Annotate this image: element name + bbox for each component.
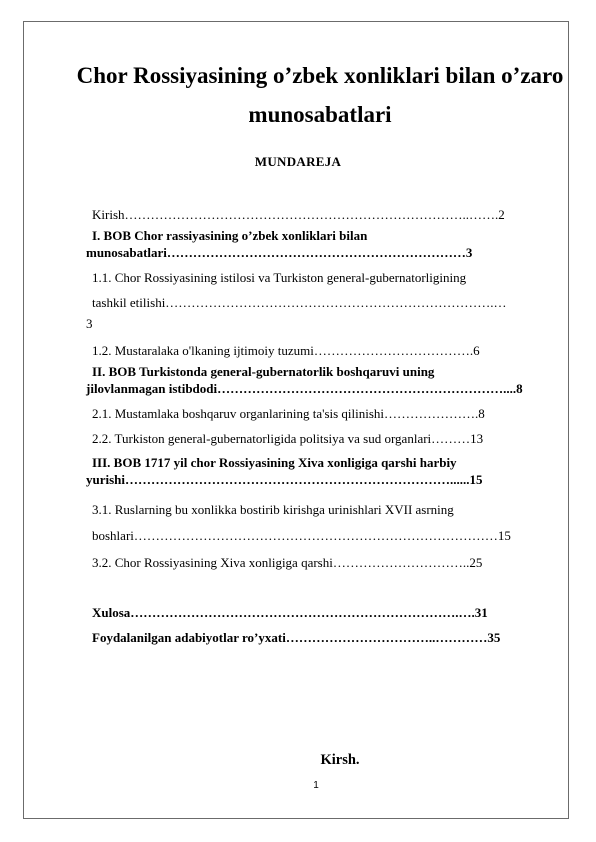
page-number: 1 (313, 780, 319, 791)
toc-conclusion: Xulosa………………………………………………………………….….31 (92, 605, 488, 620)
toc-chapter-3-line-2: yurishi…………………………………………………………………......15 (86, 472, 483, 487)
toc-section-1-1-line-2: tashkil etilishi………………………………………………………………….… (92, 295, 507, 310)
toc-section-1-2: 1.2. Mustaralaka o'lkaning ijtimoiy tuzumi……………………………….6 (92, 343, 480, 358)
toc-heading: MUNDAREJA (254, 154, 342, 169)
toc-section-3-2: 3.2. Chor Rossiyasining Xiva xonligiga qarshi…………………………..25 (92, 555, 483, 570)
toc-section-3-1-line-2: boshlari…………………………………………………………………………15 (92, 528, 511, 543)
toc-section-1-1-line-1: 1.1. Chor Rossiyasining istilosi va Turkiston general-gubernatorligining (92, 270, 467, 285)
toc-chapter-1-line-1: I. BOB Chor rassiyasining o’zbek xonliklari bilan (92, 228, 368, 243)
toc-chapter-2-line-1: II. BOB Turkistonda general-gubernatorlik boshqaruvi uning (92, 364, 435, 379)
toc-section-1-1-page: 3 (86, 316, 93, 331)
title-line-2: munosabatlari (248, 102, 392, 127)
section-title-kirish: Kirsh. (320, 752, 360, 768)
toc-section-3-1-line-1: 3.1. Ruslarning bu xonlikka bostirib kirishga urinishlari XVII asrning (92, 502, 454, 517)
toc-chapter-2-line-2: jilovlanmagan istibdodi…………………………………………………………....8 (86, 381, 523, 396)
toc-section-2-1: 2.1. Mustamlaka boshqaruv organlarining ta'sis qilinishi………………….8 (92, 406, 485, 421)
document-title (70, 56, 570, 134)
toc-entry-kirish: Kirish……………………………………………………………………..…….2 (92, 207, 505, 222)
toc-bibliography: Foydalanilgan adabiyotlar ro’yxati……………………………..…………35 (92, 630, 501, 645)
toc-section-2-2: 2.2. Turkiston general-gubernatorligida politsiya va sud organlari………13 (92, 431, 484, 446)
title-line-1: Chor Rossiyasining o’zbek xonliklari bilan o’zaro (76, 63, 564, 88)
toc-chapter-1-line-2: munosabatlari……………………………………………………………3 (86, 245, 473, 260)
toc-chapter-3-line-1: III. BOB 1717 yil chor Rossiyasining Xiva xonligiga qarshi harbiy (92, 455, 457, 470)
